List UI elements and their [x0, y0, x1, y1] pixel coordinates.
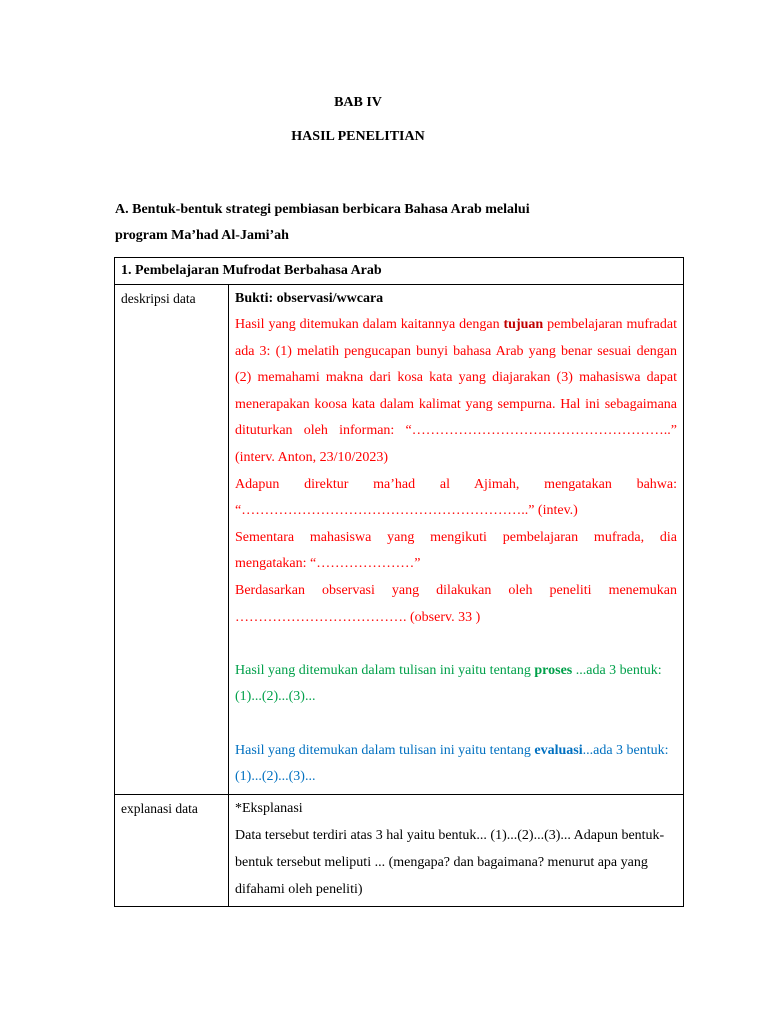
table-header-cell: 1. Pembelajaran Mufrodat Berbahasa Arab	[115, 258, 684, 285]
paragraph-direktur: Adapun direktur ma’had al Ajimah, mengatakan bahwa: “……………………………………………………..” (intev.)	[235, 476, 677, 519]
table-row-deskripsi	[115, 285, 684, 795]
chapter-number: BAB IV	[334, 95, 382, 110]
section-heading-line-2: program Ma’had Al-Jami’ah	[115, 228, 289, 243]
paragraph-tujuan-text-b: pembelajaran mufradat ada 3: (1) melatih pengucapan bunyi bahasa Arab yang benar sesuai dengan (2) memahami makna dari kosa kata yang diajarakan (3) mahasiswa dapat menerapakan koosa kata dalam kalimat yang sempurna. Hal ini sebagaimana dituturkan oleh informan: “………………………………………………..” (interv. Anton, 23/10/2023)	[235, 317, 677, 465]
evidence-title: Bukti: observasi/wwcara	[235, 291, 384, 306]
row-content-deskripsi	[229, 285, 684, 795]
spacer	[235, 711, 677, 738]
paragraph-tujuan-text-a: Hasil yang ditemukan dalam kaitannya dengan	[235, 317, 504, 332]
findings-table	[114, 257, 684, 907]
paragraph-mahasiswa: Sementara mahasiswa yang mengikuti pembelajaran mufrada, dia mengatakan: “…………………”	[235, 529, 677, 572]
row-label-explanasi: explanasi data	[115, 794, 229, 906]
section-heading	[115, 197, 685, 249]
chapter-title: HASIL PENELITIAN	[291, 129, 425, 144]
row-label-deskripsi: deskripsi data	[115, 285, 229, 795]
keyword-evaluasi: evaluasi	[534, 742, 583, 758]
table-row-explanasi	[115, 794, 684, 906]
paragraph-tujuan	[235, 312, 677, 472]
paragraph-evaluasi-text-b: ...ada 3 bentuk: (1)...(2)...(3)...	[235, 742, 669, 785]
paragraph-proses-text-b: ...ada 3 bentuk: (1)...(2)...(3)...	[235, 662, 662, 705]
paragraph-observasi: Berdasarkan observasi yang dilakukan oleh peneliti menemukan ………………………………. (observ. 33 )	[235, 582, 677, 625]
paragraph-proses-text-a: Hasil yang ditemukan dalam tulisan ini yaitu tentang	[235, 662, 535, 678]
row-content-explanasi	[229, 794, 684, 906]
explanation-title: *Eksplanasi	[235, 800, 303, 816]
paragraph-evaluasi	[235, 738, 677, 791]
spacer	[235, 631, 677, 658]
explanation-body: Data tersebut terdiri atas 3 hal yaitu bentuk... (1)...(2)...(3)... Adapun bentuk-bentuk tersebut meliputi ... (mengapa? dan bagaimana? menurut apa yang difahami oleh peneliti)	[235, 827, 665, 897]
keyword-tujuan: tujuan	[503, 317, 544, 332]
table-header-row	[115, 258, 684, 285]
keyword-proses: proses	[534, 662, 573, 678]
section-heading-line-1: A. Bentuk-bentuk strategi pembiasan berbicara Bahasa Arab melalui	[115, 202, 530, 217]
paragraph-proses	[235, 658, 677, 711]
paragraph-evaluasi-text-a: Hasil yang ditemukan dalam tulisan ini yaitu tentang	[235, 742, 535, 758]
